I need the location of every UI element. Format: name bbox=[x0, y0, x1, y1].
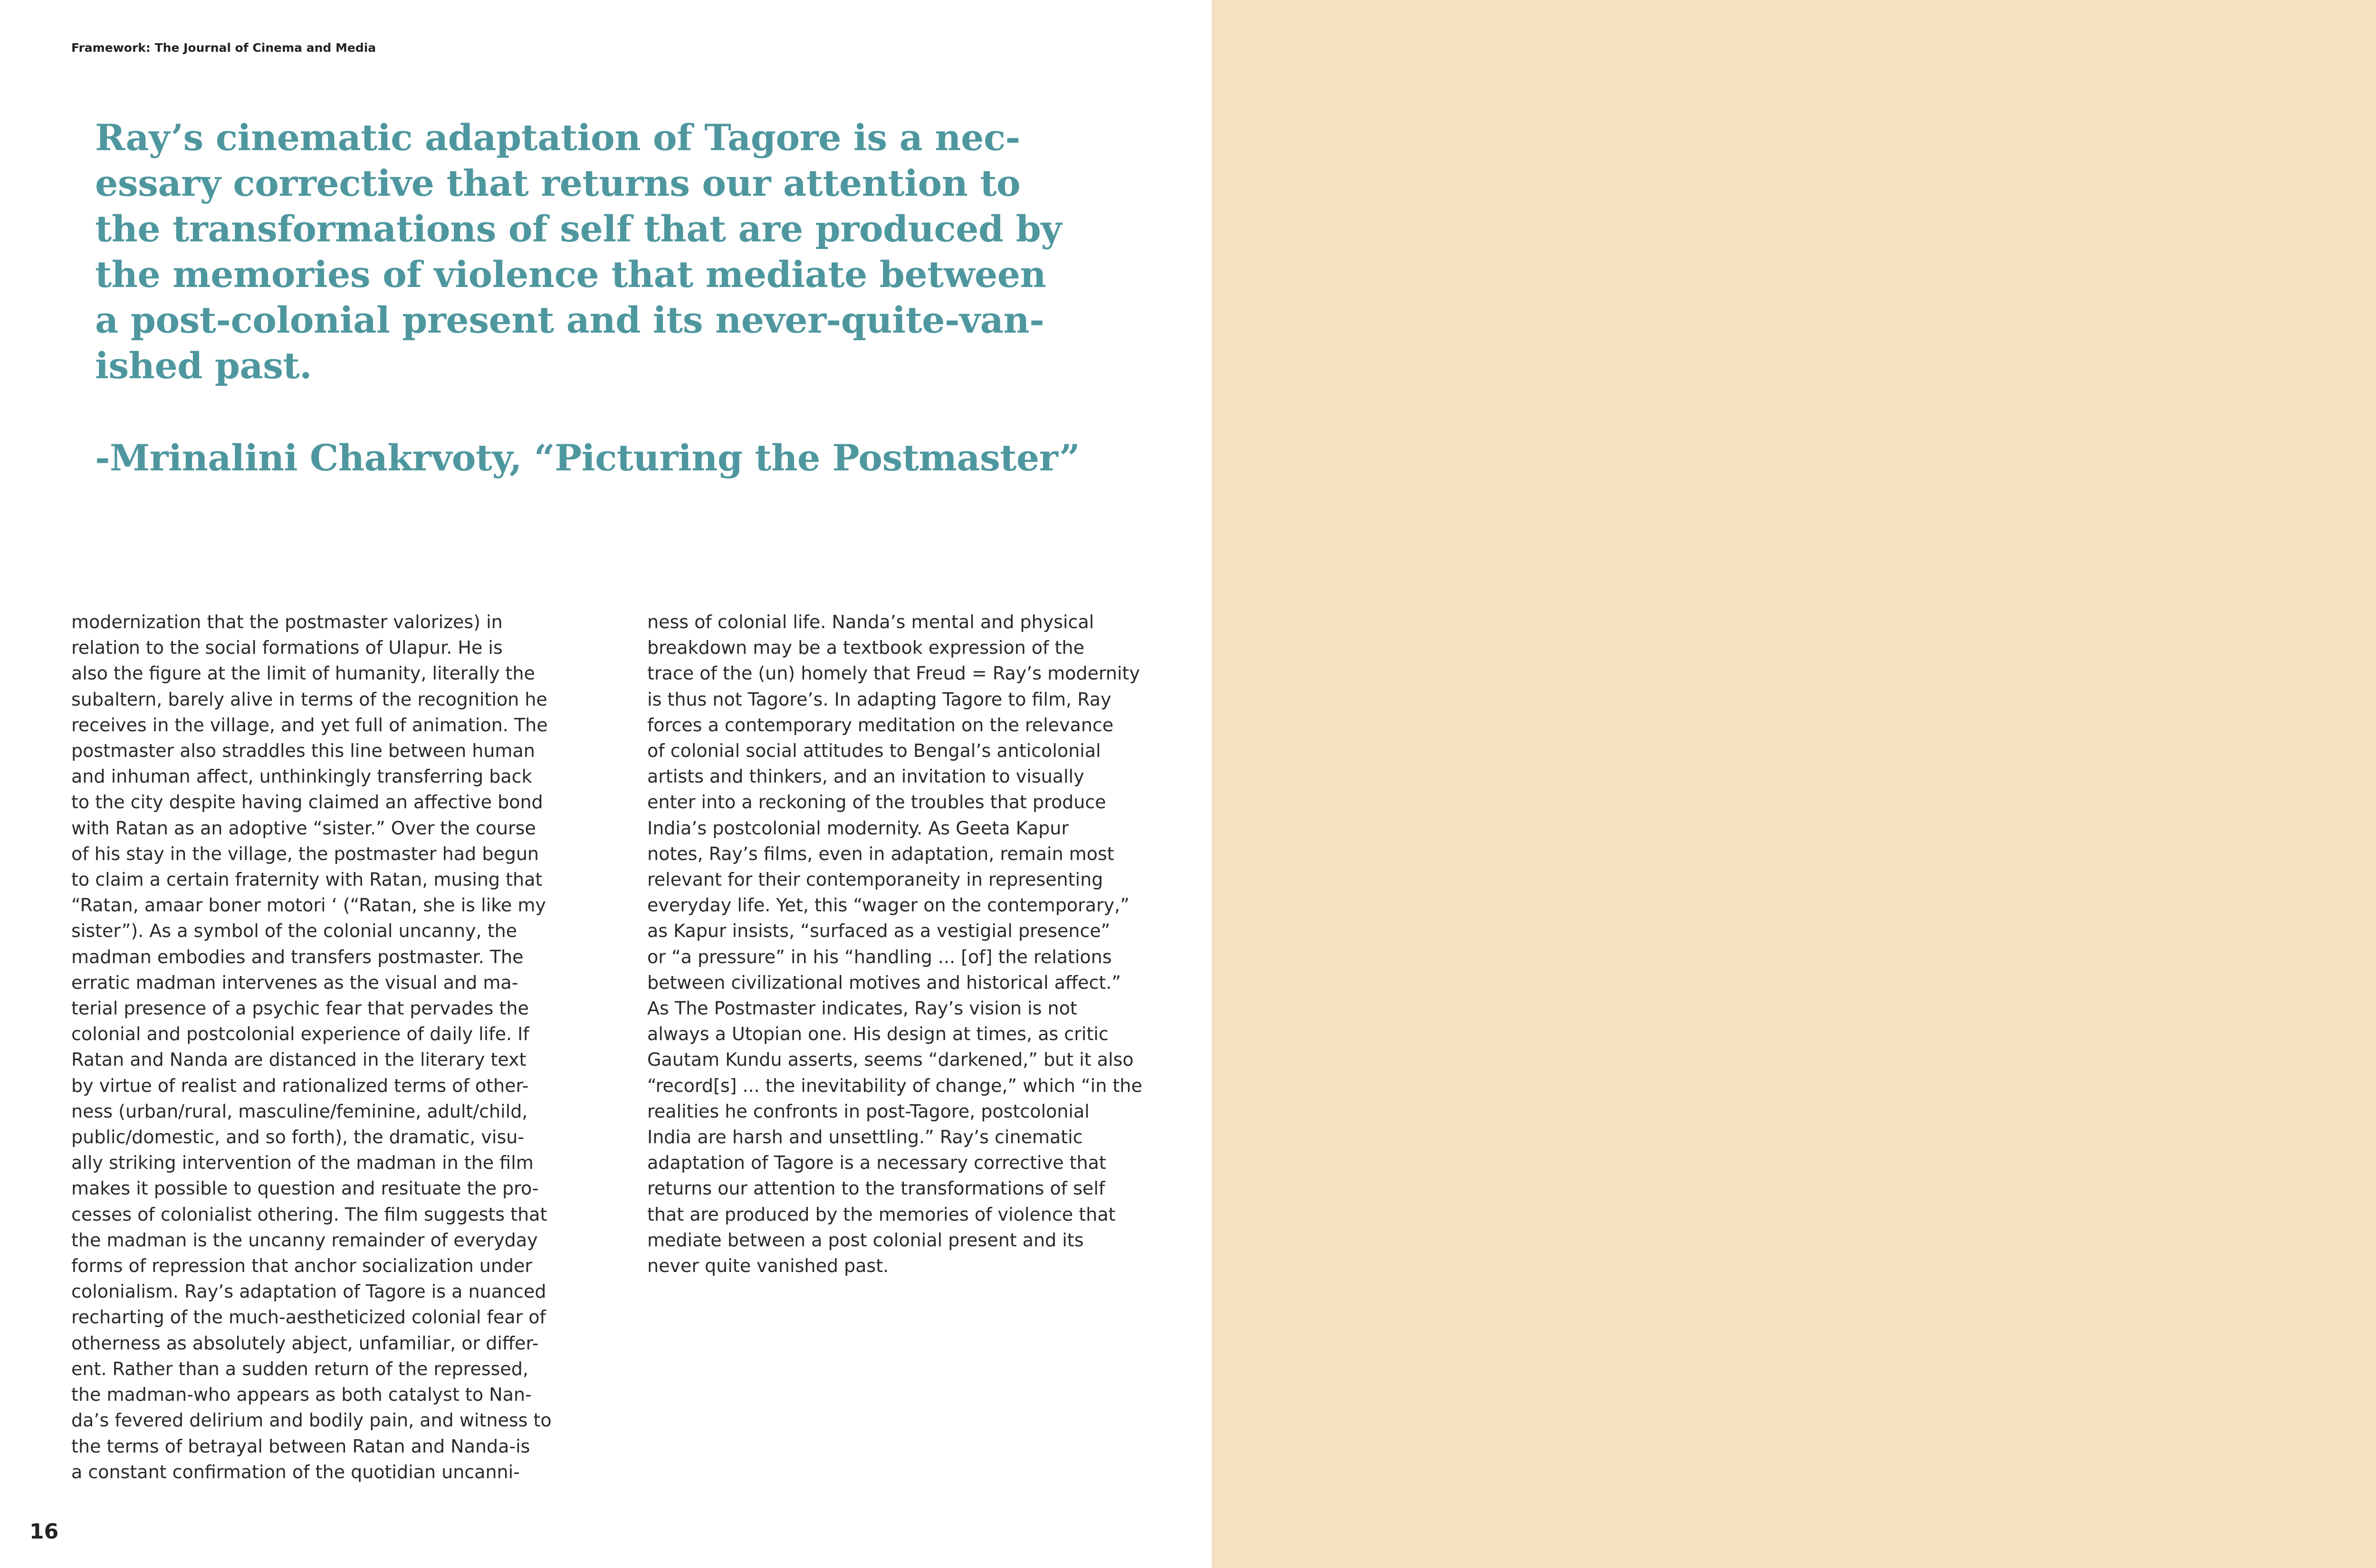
body-text-line: ness of colonial life. Nanda’s mental and physical bbox=[647, 612, 1094, 632]
body-text-line: da’s fevered delirium and bodily pain, and witness to bbox=[71, 1410, 552, 1431]
body-text-line: relation to the social formations of Ulapur. He is bbox=[71, 637, 503, 659]
body-text-line: sister”). As a symbol of the colonial uncanny, the bbox=[71, 920, 517, 942]
body-text-line: Gautam Kundu asserts, seems “darkened,” but it also bbox=[647, 1049, 1134, 1071]
body-text-line: the terms of betrayal between Ratan and Nanda-is bbox=[71, 1435, 530, 1457]
body-text-line: and inhuman affect, unthinkingly transferring back bbox=[71, 766, 532, 787]
body-text-line: between civilizational motives and historical affect.” bbox=[647, 972, 1121, 993]
body-text-line: forces a contemporary meditation on the relevance bbox=[647, 714, 1114, 736]
body-text-line: always a Utopian one. His design at times, as critic bbox=[647, 1023, 1109, 1045]
pull-quote-line: a post-colonial present and its never-quite-van- bbox=[95, 299, 1044, 341]
body-text-line: ness (urban/rural, masculine/feminine, adult/child, bbox=[71, 1100, 528, 1122]
body-text-line: the madman is the uncanny remainder of everyday bbox=[71, 1229, 538, 1251]
body-text-line: forms of repression that anchor socialization under bbox=[71, 1255, 533, 1277]
body-text-line: artists and thinkers, and an invitation to visually bbox=[647, 766, 1084, 787]
body-text-line: “Ratan, amaar boner motori ‘ (“Ratan, she is like my bbox=[71, 895, 546, 916]
pull-quote-line: Ray’s cinematic adaptation of Tagore is a nec- bbox=[95, 116, 1020, 159]
body-text-line: madman embodies and transfers postmaster. The bbox=[71, 946, 524, 967]
quote-attribution: -Mrinalini Chakrvoty, “Picturing the Postmaster” bbox=[95, 437, 1080, 479]
body-text-line: Ratan and Nanda are distanced in the literary text bbox=[71, 1049, 527, 1071]
page-number: 16 bbox=[29, 1520, 59, 1544]
pull-quote-line: essary corrective that returns our attention to bbox=[95, 162, 1021, 204]
pull-quote-line: the memories of violence that mediate between bbox=[95, 253, 1046, 296]
body-text-line: ally striking intervention of the madman in the film bbox=[71, 1152, 534, 1174]
body-text-line: postmaster also straddles this line between human bbox=[71, 740, 535, 762]
body-text-line: India are harsh and unsettling.” Ray’s cinematic bbox=[647, 1127, 1083, 1148]
body-text-line: of his stay in the village, the postmaster had begun bbox=[71, 843, 539, 864]
body-column-left bbox=[71, 609, 552, 1485]
body-text-line: mediate between a post colonial present and its bbox=[647, 1229, 1084, 1251]
body-text-line: realities he confronts in post-Tagore, postcolonial bbox=[647, 1100, 1090, 1122]
body-text-line: breakdown may be a textbook expression of the bbox=[647, 637, 1084, 659]
body-text-line: modernization that the postmaster valorizes) in bbox=[71, 612, 503, 632]
body-text-line: ent. Rather than a sudden return of the repressed, bbox=[71, 1358, 528, 1379]
body-text-line: subaltern, barely alive in terms of the recognition he bbox=[71, 688, 547, 710]
body-text-line: is thus not Tagore’s. In adapting Tagore to film, Ray bbox=[647, 688, 1111, 710]
body-text-line: receives in the village, and yet full of animation. The bbox=[71, 714, 548, 736]
body-text-line: adaptation of Tagore is a necessary corrective that bbox=[647, 1152, 1106, 1174]
facing-page-blank bbox=[1212, 0, 2376, 1568]
running-header: Framework: The Journal of Cinema and Media bbox=[71, 41, 376, 55]
body-text-line: by virtue of realist and rationalized terms of other- bbox=[71, 1075, 529, 1096]
body-text-line: never quite vanished past. bbox=[647, 1255, 889, 1277]
body-text-line: cesses of colonialist othering. The film suggests that bbox=[71, 1204, 547, 1225]
body-text-line: as Kapur insists, “surfaced as a vestigial presence” bbox=[647, 920, 1111, 942]
body-text-line: India’s postcolonial modernity. As Geeta Kapur bbox=[647, 817, 1069, 839]
body-text-line: terial presence of a psychic fear that pervades the bbox=[71, 998, 529, 1019]
body-text-line: or “a pressure” in his “handling ... [of] the relations bbox=[647, 946, 1112, 967]
body-column-right bbox=[647, 609, 1142, 1279]
body-text-line: recharting of the much-aestheticized colonial fear of bbox=[71, 1307, 546, 1328]
body-text-line: the madman-who appears as both catalyst to Nan- bbox=[71, 1384, 532, 1405]
body-text-line: trace of the (un) homely that Freud = Ray’s modernity bbox=[647, 663, 1140, 684]
pull-quote bbox=[95, 115, 1093, 389]
body-text-line: otherness as absolutely abject, unfamiliar, or differ- bbox=[71, 1332, 539, 1354]
body-text-line: erratic madman intervenes as the visual and ma- bbox=[71, 972, 518, 993]
body-text-line: that are produced by the memories of violence that bbox=[647, 1204, 1116, 1225]
body-text-line: makes it possible to question and resituate the pro- bbox=[71, 1178, 539, 1199]
body-text-line: relevant for their contemporaneity in representing bbox=[647, 869, 1103, 890]
body-text-line: public/domestic, and so forth), the dramatic, visu- bbox=[71, 1127, 525, 1148]
body-text-line: notes, Ray’s films, even in adaptation, remain most bbox=[647, 843, 1114, 864]
body-text-line: colonialism. Ray’s adaptation of Tagore is a nuanced bbox=[71, 1281, 546, 1302]
pull-quote-line: the transformations of self that are produced by bbox=[95, 208, 1062, 250]
body-text-line: of colonial social attitudes to Bengal’s anticolonial bbox=[647, 740, 1101, 762]
body-text-line: with Ratan as an adoptive “sister.” Over the course bbox=[71, 817, 536, 839]
body-text-line: enter into a reckoning of the troubles that produce bbox=[647, 792, 1106, 813]
pull-quote-line: ished past. bbox=[95, 344, 312, 387]
body-text-line: As The Postmaster indicates, Ray’s vision is not bbox=[647, 998, 1077, 1019]
body-text-line: “record[s] ... the inevitability of change,” which “in the bbox=[647, 1075, 1142, 1096]
body-text-line: also the figure at the limit of humanity, literally the bbox=[71, 663, 535, 684]
body-text-line: to claim a certain fraternity with Ratan, musing that bbox=[71, 869, 543, 890]
body-text-line: everyday life. Yet, this “wager on the contemporary,” bbox=[647, 895, 1130, 916]
body-text-line: to the city despite having claimed an affective bond bbox=[71, 792, 543, 813]
body-text-line: colonial and postcolonial experience of daily life. If bbox=[71, 1023, 529, 1045]
body-text-line: a constant confirmation of the quotidian uncanni- bbox=[71, 1461, 520, 1482]
body-text-line: returns our attention to the transformations of self bbox=[647, 1178, 1105, 1199]
